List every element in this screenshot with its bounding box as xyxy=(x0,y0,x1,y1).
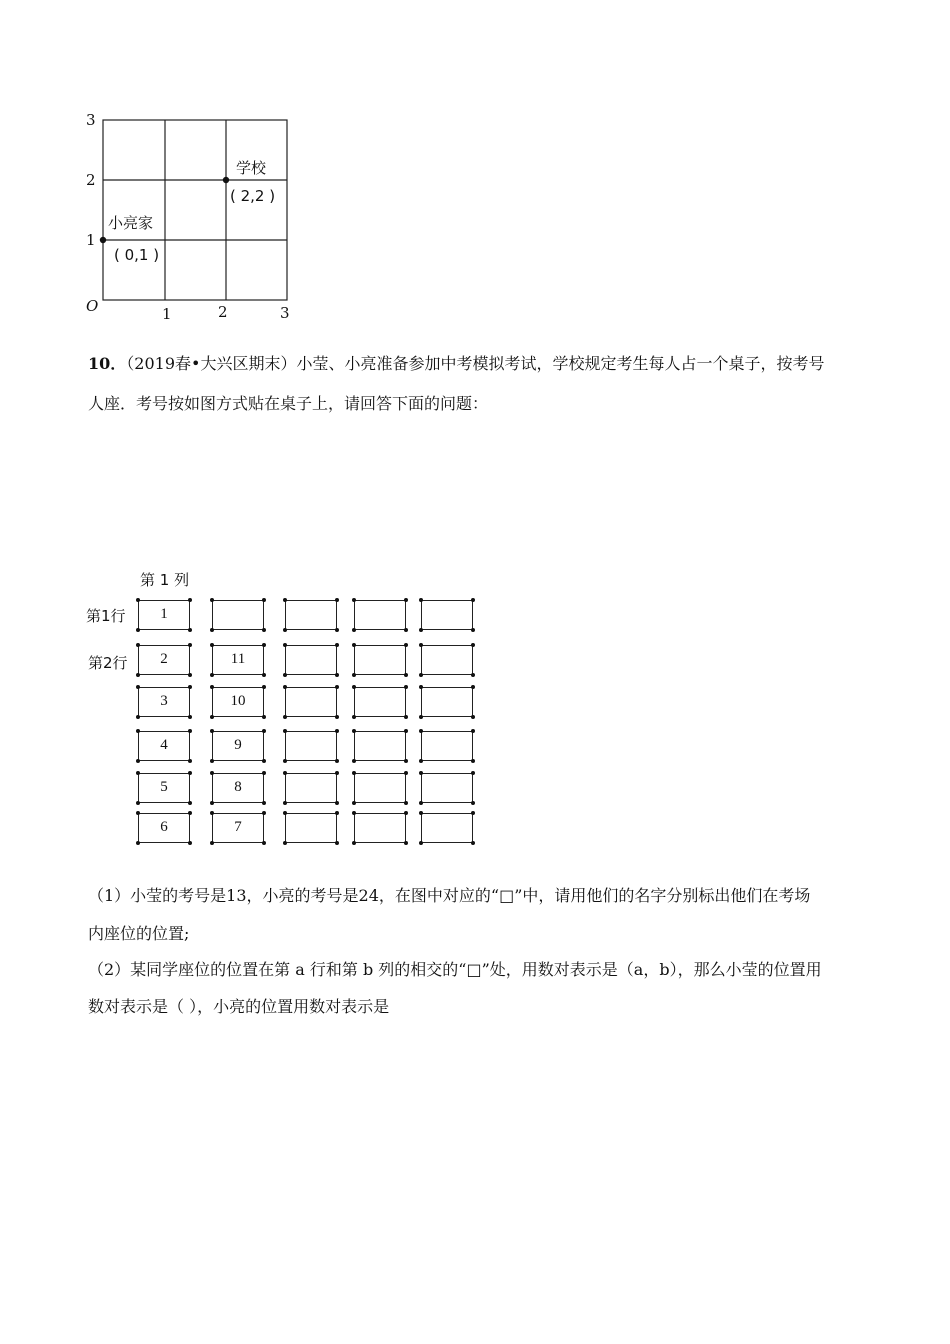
desk-r2-c1: 2 xyxy=(138,645,190,675)
desk-corner-dot xyxy=(262,628,266,632)
desk-corner-dot xyxy=(335,801,339,805)
y-tick-3: 3 xyxy=(86,111,96,129)
part2-line2: 数对表示是（ ），小亮的位置用数对表示是 xyxy=(88,997,390,1016)
desk-r1-c1: 1 xyxy=(138,600,190,630)
row1-label: 第1行 xyxy=(86,607,126,625)
desk-corner-dot xyxy=(283,801,287,805)
desk-r5-c1: 5 xyxy=(138,773,190,803)
desk-r4-c5 xyxy=(421,731,473,761)
desk-corner-dot xyxy=(210,801,214,805)
desk-corner-dot xyxy=(352,801,356,805)
x-tick-2: 2 xyxy=(218,303,228,321)
desk-r3-c4 xyxy=(354,687,406,717)
desk-r6-c2: 7 xyxy=(212,813,264,843)
desk-corner-dot xyxy=(404,841,408,845)
part2-line1: （2）某同学座位的位置在第 a 行和第 b 列的相交的“□”处，用数对表示是（a，b），那么小莹的位置用 xyxy=(88,960,822,979)
desk-corner-dot xyxy=(188,841,192,845)
desk-corner-dot xyxy=(283,628,287,632)
desk-r5-c5 xyxy=(421,773,473,803)
desk-corner-dot xyxy=(210,673,214,677)
home-label: 小亮家 xyxy=(108,214,154,232)
desk-r3-c5 xyxy=(421,687,473,717)
desk-r2-c5 xyxy=(421,645,473,675)
desk-corner-dot xyxy=(335,841,339,845)
desk-corner-dot xyxy=(136,759,140,763)
desk-corner-dot xyxy=(262,673,266,677)
desk-corner-dot xyxy=(188,715,192,719)
origin-label: O xyxy=(86,297,99,315)
y-tick-1: 1 xyxy=(86,231,96,249)
desk-corner-dot xyxy=(283,841,287,845)
desk-corner-dot xyxy=(210,715,214,719)
desk-corner-dot xyxy=(419,715,423,719)
row2-label: 第2行 xyxy=(88,654,128,672)
desk-corner-dot xyxy=(352,715,356,719)
desk-corner-dot xyxy=(136,673,140,677)
desk-r6-c4 xyxy=(354,813,406,843)
desk-corner-dot xyxy=(419,759,423,763)
x-tick-1: 1 xyxy=(162,305,172,323)
question-text-1: 小莹、小亮准备参加中考模拟考试，学校规定考生每人占一个桌子，按考号 xyxy=(296,354,825,373)
desk-r4-c4 xyxy=(354,731,406,761)
desk-corner-dot xyxy=(136,715,140,719)
school-label: 学校 xyxy=(236,159,267,177)
desk-corner-dot xyxy=(188,628,192,632)
desk-corner-dot xyxy=(210,841,214,845)
desk-corner-dot xyxy=(335,628,339,632)
desk-corner-dot xyxy=(262,759,266,763)
desk-r4-c1: 4 xyxy=(138,731,190,761)
desk-corner-dot xyxy=(352,673,356,677)
desk-corner-dot xyxy=(188,801,192,805)
desk-corner-dot xyxy=(335,673,339,677)
desk-r1-c5 xyxy=(421,600,473,630)
desk-corner-dot xyxy=(471,673,475,677)
x-tick-3: 3 xyxy=(280,304,290,322)
y-tick-2: 2 xyxy=(86,171,96,189)
desk-r3-c1: 3 xyxy=(138,687,190,717)
desk-corner-dot xyxy=(262,715,266,719)
question-line-1 xyxy=(88,354,824,374)
desk-corner-dot xyxy=(283,673,287,677)
home-coord: ( 0,1 ) xyxy=(114,246,160,264)
desk-r5-c2: 8 xyxy=(212,773,264,803)
desk-corner-dot xyxy=(352,628,356,632)
question-line-2: 人座．考号按如图方式贴在桌子上，请回答下面的问题： xyxy=(88,394,489,413)
part1-line2: 内座位的位置; xyxy=(88,924,190,943)
desk-corner-dot xyxy=(210,628,214,632)
desk-r2-c4 xyxy=(354,645,406,675)
desk-r6-c1: 6 xyxy=(138,813,190,843)
desk-corner-dot xyxy=(335,715,339,719)
desk-corner-dot xyxy=(419,628,423,632)
desk-corner-dot xyxy=(404,628,408,632)
question-number: 10． xyxy=(88,354,127,373)
desk-corner-dot xyxy=(283,759,287,763)
desk-r3-c2: 10 xyxy=(212,687,264,717)
desk-corner-dot xyxy=(404,715,408,719)
desk-corner-dot xyxy=(262,801,266,805)
desk-corner-dot xyxy=(283,715,287,719)
desk-corner-dot xyxy=(471,628,475,632)
desk-corner-dot xyxy=(404,801,408,805)
question-source: （2019春•大兴区期末） xyxy=(126,354,297,373)
home-point xyxy=(100,237,106,243)
desk-r6-c3 xyxy=(285,813,337,843)
desk-corner-dot xyxy=(262,841,266,845)
desk-r4-c2: 9 xyxy=(212,731,264,761)
desk-r4-c3 xyxy=(285,731,337,761)
desk-corner-dot xyxy=(404,673,408,677)
desk-r1-c2 xyxy=(212,600,264,630)
desk-corner-dot xyxy=(352,759,356,763)
desk-corner-dot xyxy=(352,841,356,845)
desk-corner-dot xyxy=(136,628,140,632)
desk-r1-c3 xyxy=(285,600,337,630)
desk-corner-dot xyxy=(471,759,475,763)
desk-corner-dot xyxy=(210,759,214,763)
desk-corner-dot xyxy=(471,841,475,845)
desk-r5-c3 xyxy=(285,773,337,803)
desk-corner-dot xyxy=(136,841,140,845)
desk-corner-dot xyxy=(419,841,423,845)
desk-r2-c2: 11 xyxy=(212,645,264,675)
part1-line1: （1）小莹的考号是13，小亮的考号是24，在图中对应的“□”中，请用他们的名字分别标出他们在考场 xyxy=(88,886,811,905)
desk-r6-c5 xyxy=(421,813,473,843)
school-point xyxy=(223,177,229,183)
desk-corner-dot xyxy=(188,759,192,763)
desk-corner-dot xyxy=(419,801,423,805)
desk-r2-c3 xyxy=(285,645,337,675)
desk-r3-c3 xyxy=(285,687,337,717)
desk-corner-dot xyxy=(419,673,423,677)
desk-corner-dot xyxy=(335,759,339,763)
desk-corner-dot xyxy=(471,715,475,719)
desk-corner-dot xyxy=(404,759,408,763)
column-label: 第 1 列 xyxy=(140,571,190,589)
school-coord: ( 2,2 ) xyxy=(230,187,276,205)
desk-r1-c4 xyxy=(354,600,406,630)
desk-r5-c4 xyxy=(354,773,406,803)
desk-corner-dot xyxy=(471,801,475,805)
desk-corner-dot xyxy=(136,801,140,805)
desk-corner-dot xyxy=(188,673,192,677)
